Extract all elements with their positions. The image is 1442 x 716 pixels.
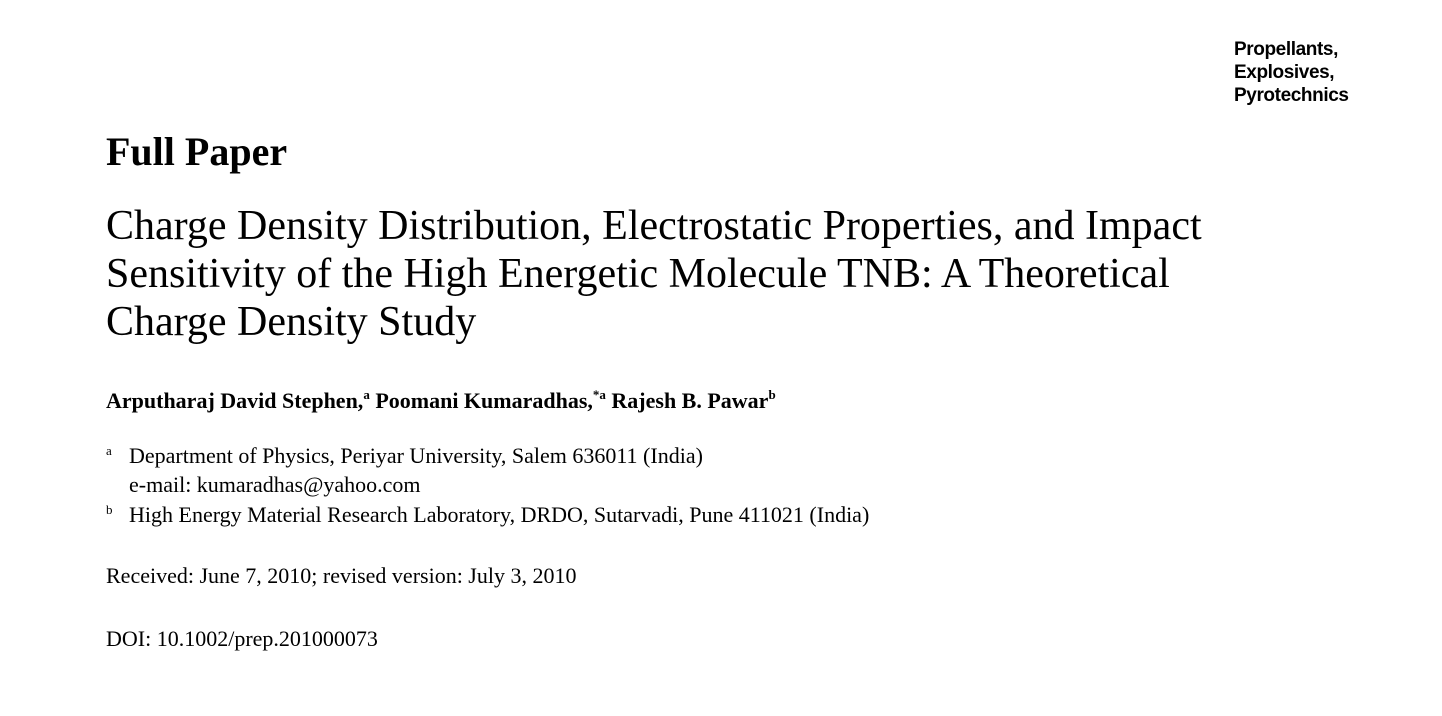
author-affiliation-mark: b	[768, 387, 776, 402]
author-name: Rajesh B. Pawar	[611, 388, 769, 413]
affiliation-text: Department of Physics, Periyar University, Salem 636011 (India)	[129, 443, 703, 468]
affiliation-a: a Department of Physics, Periyar University, Salem 636011 (India)	[106, 443, 703, 468]
author-name: Arputharaj David Stephen,	[106, 388, 364, 413]
journal-logo-line-1: Propellants,	[1234, 39, 1338, 60]
author-list	[106, 386, 776, 416]
title-line-1: Charge Density Distribution, Electrostatic Properties, and Impact	[106, 203, 1202, 249]
affiliation-text: High Energy Material Research Laboratory, DRDO, Sutarvadi, Pune 411021 (India)	[129, 502, 870, 527]
journal-logo-line-2: Explosives,	[1234, 62, 1335, 83]
received-dates: Received: June 7, 2010; revised version: July 3, 2010	[106, 563, 577, 588]
paper-title	[106, 202, 1366, 346]
doi: DOI: 10.1002/prep.201000073	[106, 626, 378, 651]
title-line-2: Sensitivity of the High Energetic Molecule TNB: A Theoretical	[106, 251, 1170, 297]
section-label: Full Paper	[106, 129, 288, 174]
affiliation-b: b High Energy Material Research Laboratory, DRDO, Sutarvadi, Pune 411021 (India)	[106, 502, 870, 527]
journal-logo	[1234, 38, 1349, 107]
author-affiliation-mark: *a	[592, 387, 606, 402]
author-name: Poomani Kumaradhas,	[375, 388, 593, 413]
title-line-3: Charge Density Study	[106, 299, 477, 345]
journal-logo-line-3: Pyrotechnics	[1234, 85, 1349, 106]
author-affiliation-mark: a	[363, 387, 370, 402]
affiliation-email: e-mail: kumaradhas@yahoo.com	[129, 472, 421, 497]
